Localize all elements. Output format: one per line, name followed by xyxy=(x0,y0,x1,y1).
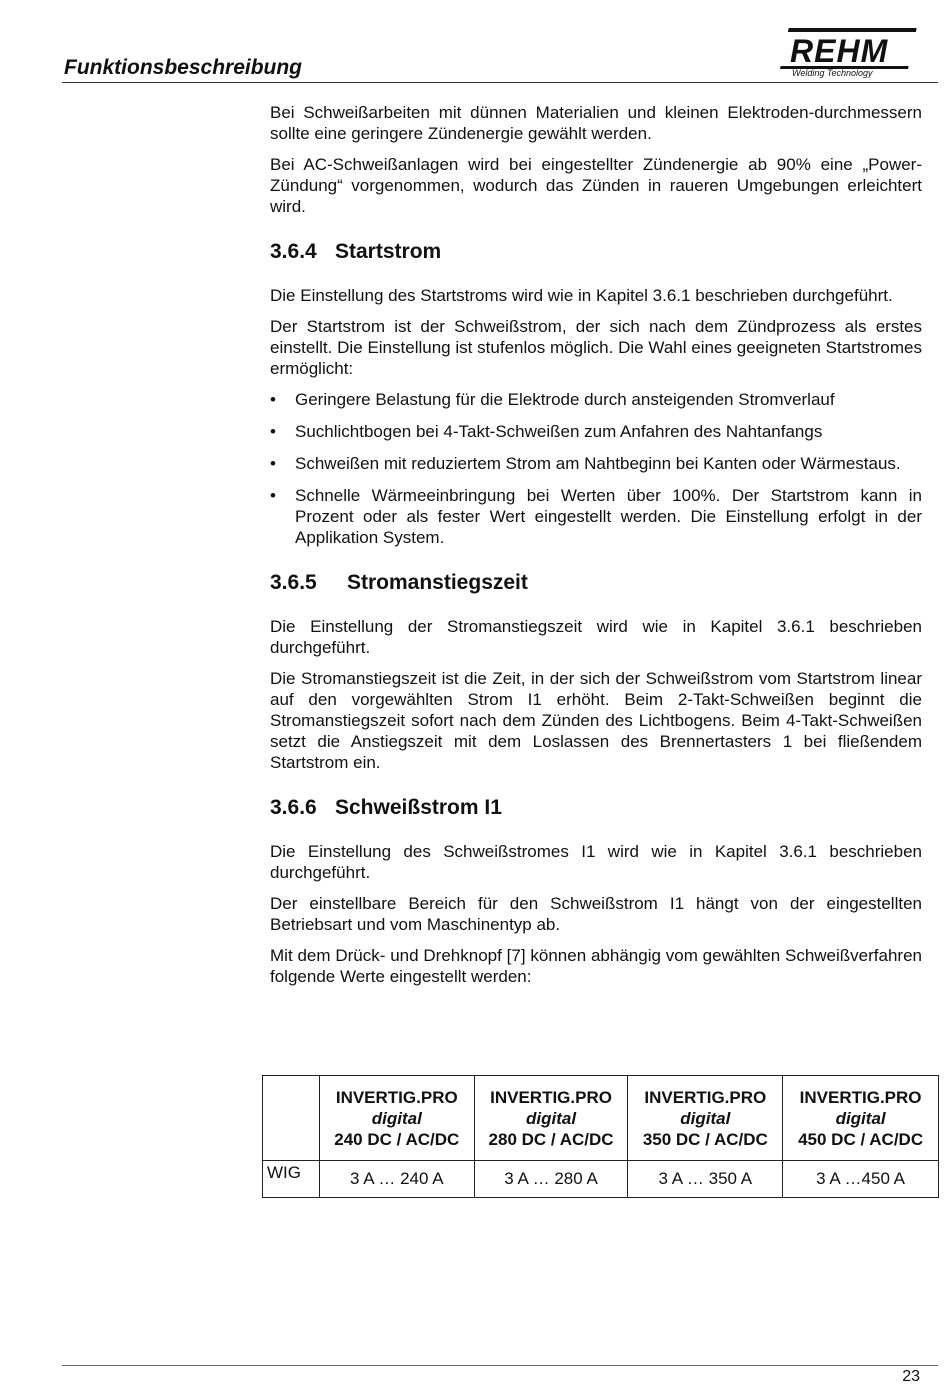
schweissstrom-paragraph-1: Die Einstellung des Schweißstromes I1 wird wie in Kapitel 3.6.1 beschrieben durchgeführt. xyxy=(270,842,922,882)
header-divider xyxy=(62,82,938,83)
model-variant: digital xyxy=(371,1108,422,1128)
model-name: INVERTIG.PRO xyxy=(799,1087,922,1107)
model-variant: digital xyxy=(526,1108,577,1128)
logo-subtitle: Welding Technology xyxy=(792,68,873,78)
table-header-row xyxy=(263,1076,939,1161)
table-row xyxy=(263,1161,939,1198)
schweissstrom-paragraph-2: Der einstellbare Bereich für den Schweißstrom I1 hängt von der eingestellten Betriebsart und vom Maschinentyp ab. xyxy=(270,894,922,934)
table-cell: 3 A …450 A xyxy=(783,1161,939,1198)
model-variant: digital xyxy=(680,1108,731,1128)
page-header-title: Funktionsbeschreibung xyxy=(64,56,303,79)
model-name: INVERTIG.PRO xyxy=(335,1087,458,1107)
model-name: INVERTIG.PRO xyxy=(490,1087,612,1107)
list-item: • Schnelle Wärmeeinbringung bei Werten über 100%. Der Startstrom kann in Prozent oder als fester Wert eingestellt werden. Die Einstellung erfolgt in der Applikation System. xyxy=(270,485,922,548)
page-number: 23 xyxy=(902,1368,920,1385)
rehm-logo xyxy=(770,22,920,80)
footer-divider xyxy=(62,1365,938,1366)
table-cell: 3 A … 280 A xyxy=(474,1161,628,1198)
section-number: 3.6.5 xyxy=(270,571,317,594)
section-title: Stromanstiegszeit xyxy=(347,571,528,594)
model-type: 240 DC / AC/DC xyxy=(334,1129,460,1149)
model-type: 350 DC / AC/DC xyxy=(642,1129,768,1149)
stromanstiegszeit-paragraph-2: Die Stromanstiegszeit ist die Zeit, in der sich der Schweißstrom vom Startstrom linear auf den vorgewählten Strom I1 erhöht. Beim 2-Takt-Schweißen beginnt die Stromanstiegszeit sofort nach dem Zünden des Lichtbogens. Beim 4-Takt-Schweißen setzt die Anstiegszeit mit dem Loslassen des Brennertasters 1 bei fließendem Startstrom ein. xyxy=(270,669,922,772)
list-item: • Schweißen mit reduziertem Strom am Nahtbeginn bei Kanten oder Wärmestaus. xyxy=(270,453,922,474)
model-type: 280 DC / AC/DC xyxy=(488,1129,614,1149)
list-item: • Suchlichtbogen bei 4-Takt-Schweißen zum Anfahren des Nahtanfangs xyxy=(270,421,922,442)
table-column-header xyxy=(783,1076,939,1161)
table-column-header xyxy=(474,1076,628,1161)
model-name: INVERTIG.PRO xyxy=(644,1087,767,1107)
table-cell: 3 A … 350 A xyxy=(628,1161,783,1198)
main-content xyxy=(270,102,922,997)
table-row-label: WIG xyxy=(263,1161,320,1198)
logo-wordmark: REHM xyxy=(790,33,889,69)
list-item: • Geringere Belastung für die Elektrode durch ansteigenden Stromverlauf xyxy=(270,389,922,410)
table-cell: 3 A … 240 A xyxy=(319,1161,474,1198)
startstrom-paragraph-2: Der Startstrom ist der Schweißstrom, der sich nach dem Zündprozess als erstes einstellt. Die Einstellung ist stufenlos möglich. Die Wahl eines geeigneten Startstromes ermöglicht: xyxy=(270,317,922,378)
section-title: Schweißstrom I1 xyxy=(335,796,502,819)
table-corner-cell xyxy=(263,1076,320,1161)
current-range-table xyxy=(262,1075,939,1198)
section-title: Startstrom xyxy=(335,240,442,263)
stromanstiegszeit-paragraph-1: Die Einstellung der Stromanstiegszeit wird wie in Kapitel 3.6.1 beschrieben durchgeführt. xyxy=(270,617,922,657)
section-heading-3-6-6 xyxy=(270,795,922,821)
section-heading-3-6-4 xyxy=(270,239,922,265)
startstrom-bullet-list xyxy=(270,389,922,548)
table-column-header xyxy=(628,1076,783,1161)
intro-paragraph-2: Bei AC-Schweißanlagen wird bei eingestellter Zündenergie ab 90% eine „Power-Zündung“ vorgenommen, wodurch das Zünden in raueren Umgebungen erleichtert wird. xyxy=(270,155,922,216)
intro-paragraph-1: Bei Schweißarbeiten mit dünnen Materialien und kleinen Elektroden-durchmessern sollte eine geringere Zündenergie gewählt werden. xyxy=(270,103,922,143)
model-type: 450 DC / AC/DC xyxy=(798,1129,924,1149)
section-number: 3.6.6 xyxy=(270,796,317,819)
section-heading-3-6-5 xyxy=(270,570,922,596)
section-number: 3.6.4 xyxy=(270,240,317,263)
table-column-header xyxy=(319,1076,474,1161)
startstrom-paragraph-1: Die Einstellung des Startstroms wird wie in Kapitel 3.6.1 beschrieben durchgeführt. xyxy=(270,286,893,305)
schweissstrom-paragraph-3: Mit dem Drück- und Drehknopf [7] können abhängig vom gewählten Schweißverfahren folgende Werte eingestellt werden: xyxy=(270,946,922,986)
model-variant: digital xyxy=(835,1108,886,1128)
